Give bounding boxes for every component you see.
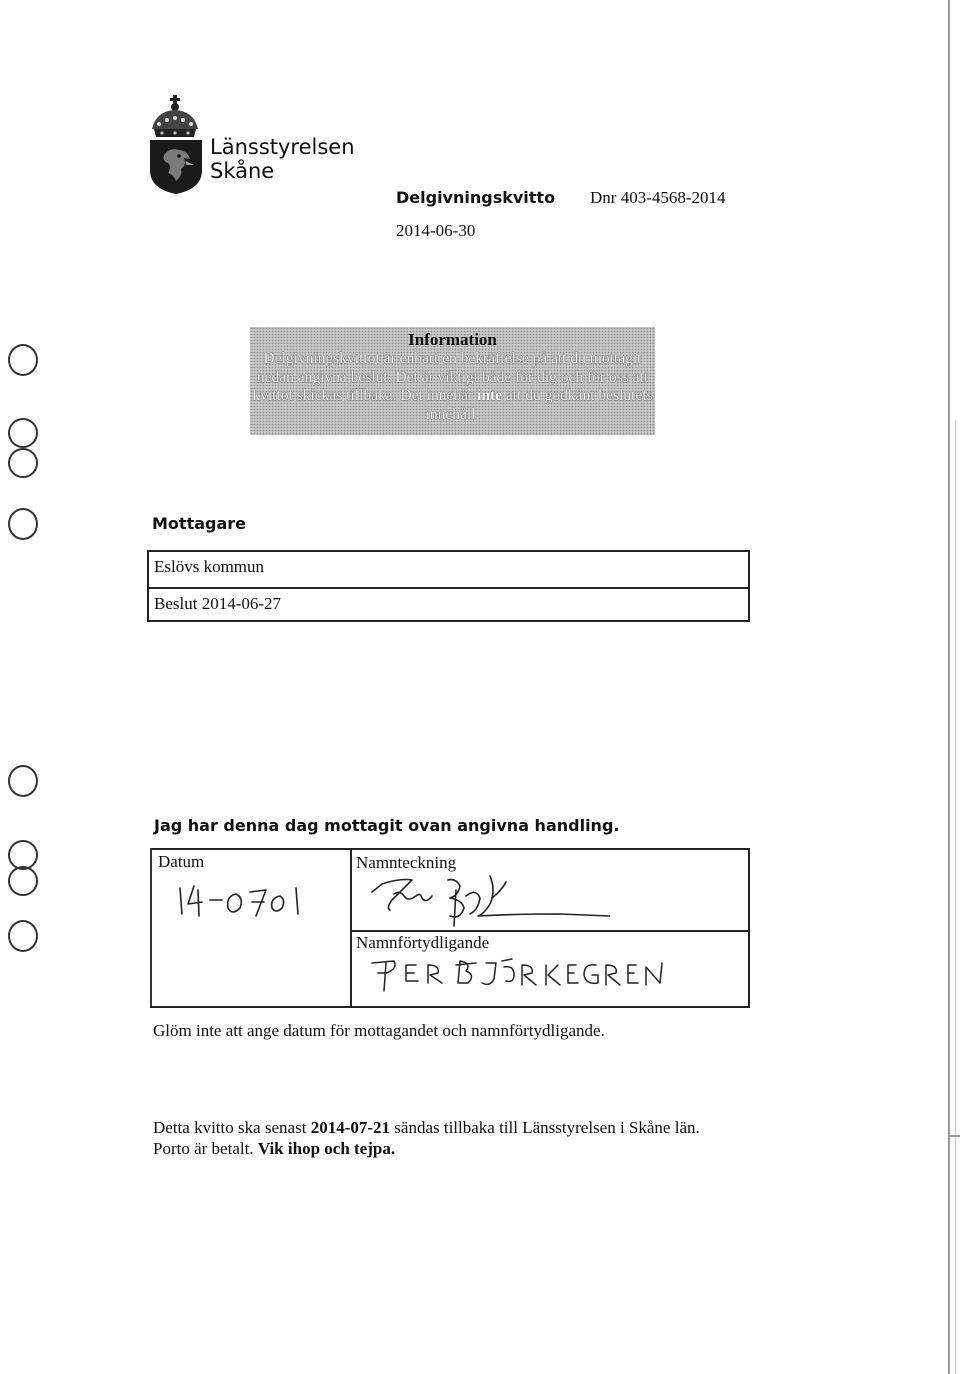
name-clarification-label: Namnförtydligande	[356, 933, 490, 952]
name-clarification-field[interactable]	[370, 957, 670, 1002]
punch-hole	[8, 508, 38, 540]
signature-form-bottom-border	[150, 1006, 750, 1008]
coat-of-arms-logo	[146, 95, 206, 195]
punch-hole	[8, 765, 38, 797]
punch-hole	[8, 920, 38, 952]
scan-edge-line	[955, 420, 956, 1374]
reminder-text: Glöm inte att ange datum för mottagandet och namnförtydligande.	[153, 1021, 605, 1040]
document-date: 2014-06-30	[396, 221, 476, 240]
punch-hole	[8, 344, 38, 376]
footer-line1-part1: Detta kvitto ska senast	[153, 1118, 311, 1137]
crown-griffin-emblem-icon	[146, 95, 206, 195]
decision-reference: Beslut 2014-06-27	[149, 587, 748, 622]
recipient-name: Eslövs kommun	[154, 557, 265, 576]
return-deadline: 2014-07-21	[310, 1118, 391, 1137]
footer-line1	[153, 1117, 700, 1138]
signature-field-label: Namnteckning	[356, 853, 457, 872]
signature-field[interactable]	[360, 870, 610, 935]
information-title: Information	[408, 330, 497, 349]
fold-instruction: Vik ihop och tejpa.	[257, 1139, 396, 1158]
information-box	[250, 327, 655, 435]
document-title: Delgivningskvitto	[396, 188, 556, 207]
information-text-part2: att du godkänt beslutets innehåll.	[425, 387, 653, 423]
postage-note: Porto är betalt.	[153, 1139, 258, 1158]
organization-name	[210, 135, 355, 183]
footer-instructions	[153, 1117, 700, 1159]
punch-hole	[8, 418, 38, 448]
information-text	[250, 350, 655, 424]
signature-form-left-border	[150, 848, 152, 1008]
org-name-line2: Skåne	[210, 159, 275, 183]
signature-form-divider	[350, 848, 352, 1008]
information-text-emphasis: inte	[477, 387, 502, 404]
handwritten-name-image	[370, 957, 670, 997]
org-name-line1: Länsstyrelsen	[210, 135, 355, 159]
date-field[interactable]	[176, 880, 326, 925]
recipient-box	[147, 550, 750, 622]
scan-edge-line	[948, 0, 950, 1374]
recipient-label: Mottagare	[152, 514, 246, 533]
handwritten-signature-image	[360, 870, 610, 930]
information-text-part1: Delgivningskvittot är enbart en bekräftelse på att du mottagit nedan angivna beslut. Det är viktigt både för dig och för oss att kvittot skickas tillbaka. Det innebär	[252, 350, 649, 404]
footer-line2	[153, 1138, 700, 1159]
handwritten-date	[176, 880, 326, 920]
punch-hole	[8, 448, 38, 478]
scan-tick-mark	[948, 1135, 960, 1137]
punch-hole	[8, 866, 38, 896]
footer-line1-part2: sändas tillbaka till Länsstyrelsen i Skåne län.	[390, 1118, 700, 1137]
confirmation-heading: Jag har denna dag mottagit ovan angivna handling.	[154, 816, 620, 835]
date-field-label: Datum	[158, 852, 205, 871]
case-number: Dnr 403-4568-2014	[590, 188, 726, 207]
